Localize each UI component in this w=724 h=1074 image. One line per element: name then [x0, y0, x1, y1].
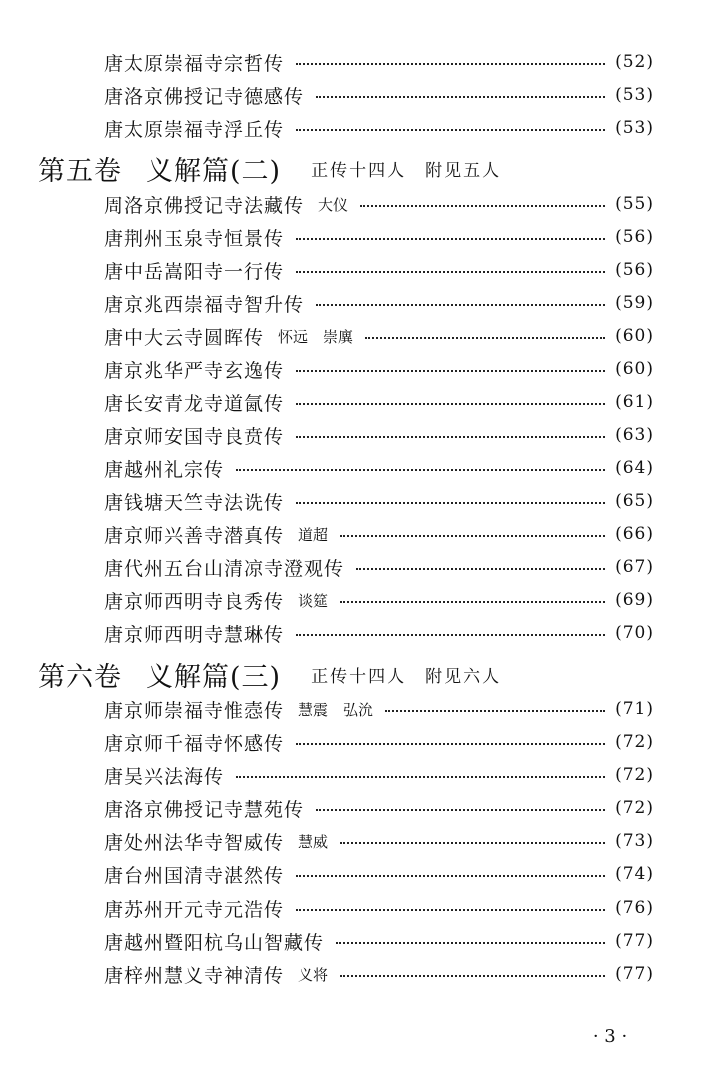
dot-leader [385, 710, 605, 712]
toc-entry[interactable] [104, 926, 654, 956]
dot-leader [296, 238, 605, 240]
entry-title: 周洛京佛授记寺法藏传 [104, 194, 305, 217]
toc-entry[interactable] [104, 255, 654, 285]
toc-entry[interactable] [104, 222, 654, 252]
toc-entry[interactable] [104, 113, 654, 143]
toc-entry[interactable] [104, 793, 654, 823]
entry-title: 唐中岳嵩阳寺一行传 [104, 260, 285, 283]
entry-title: 唐太原崇福寺浮丘传 [104, 118, 285, 141]
entry-page: (69) [615, 590, 654, 610]
dot-leader [365, 337, 605, 339]
dot-leader [296, 129, 605, 131]
entry-page: (60) [615, 359, 654, 379]
dot-leader [236, 469, 605, 471]
entry-page: (74) [615, 864, 654, 884]
entry-title: 唐苏州开元寺元浩传 [104, 898, 285, 921]
entry-page: (53) [615, 85, 654, 105]
toc-entry[interactable] [104, 321, 654, 351]
toc-entry[interactable] [104, 453, 654, 483]
entry-appended: 慧震 弘沇 [298, 700, 374, 719]
entry-page: (53) [615, 118, 654, 138]
dot-leader [296, 271, 605, 273]
toc-entry[interactable] [104, 288, 654, 318]
entry-title: 唐钱塘天竺寺法诜传 [104, 491, 285, 514]
entry-appended: 义将 [298, 965, 329, 984]
entry-title: 唐越州礼宗传 [104, 458, 225, 481]
entry-page: (77) [615, 931, 654, 951]
entry-page: (66) [615, 524, 654, 544]
entry-title: 唐京兆华严寺玄逸传 [104, 359, 285, 382]
entry-appended: 慧威 [298, 832, 329, 851]
entry-page: (56) [615, 260, 654, 280]
entry-page: (77) [615, 964, 654, 984]
dot-leader [360, 205, 605, 207]
dot-leader [356, 568, 605, 570]
entry-page: (71) [615, 699, 654, 719]
dot-leader [296, 436, 605, 438]
part-label: 义解篇(二) [146, 155, 282, 187]
entry-title: 唐洛京佛授记寺德感传 [104, 85, 305, 108]
dot-leader [296, 909, 605, 911]
entry-appended: 大仪 [318, 195, 349, 214]
volume-label: 第六卷 [38, 661, 122, 693]
entry-title: 唐洛京佛授记寺慧苑传 [104, 798, 305, 821]
entry-title: 唐梓州慧义寺神清传 [104, 964, 285, 987]
toc-entry[interactable] [104, 519, 654, 549]
entry-appended: 怀远 崇廙 [278, 327, 354, 346]
part-label: 义解篇(三) [146, 661, 282, 693]
toc-entry[interactable] [104, 859, 654, 889]
dot-leader [340, 842, 605, 844]
entry-appended: 道超 [298, 525, 329, 544]
volume-label: 第五卷 [38, 155, 122, 187]
dot-leader [296, 743, 605, 745]
toc-entry[interactable] [104, 727, 654, 757]
entry-page: (76) [615, 898, 654, 918]
entry-title: 唐京师西明寺慧琳传 [104, 623, 285, 646]
toc-entry[interactable] [104, 585, 654, 615]
toc-entry[interactable] [104, 486, 654, 516]
entry-title: 唐处州法华寺智威传 [104, 831, 285, 854]
entry-title: 唐京兆西崇福寺智升传 [104, 293, 305, 316]
entry-title: 唐京师崇福寺惟悫传 [104, 699, 285, 722]
entry-page: (73) [615, 831, 654, 851]
entry-page: (63) [615, 425, 654, 445]
toc-entry[interactable] [104, 420, 654, 450]
dot-leader [340, 601, 605, 603]
entry-appended: 谈筵 [298, 591, 329, 610]
dot-leader [340, 535, 605, 537]
entry-title: 唐京师兴善寺潜真传 [104, 524, 285, 547]
page-number: · 3 · [592, 1026, 628, 1047]
dot-leader [296, 634, 605, 636]
toc-entry[interactable] [104, 354, 654, 384]
entry-title: 唐京师西明寺良秀传 [104, 590, 285, 613]
dot-leader [316, 304, 605, 306]
dot-leader [296, 403, 605, 405]
toc-entry[interactable] [104, 826, 654, 856]
section-heading-volume-6 [38, 654, 501, 694]
entry-title: 唐越州暨阳杭乌山智藏传 [104, 931, 325, 954]
toc-entry[interactable] [104, 552, 654, 582]
toc-entry[interactable] [104, 893, 654, 923]
entry-title: 唐代州五台山清凉寺澄观传 [104, 557, 345, 580]
dot-leader [336, 942, 605, 944]
entry-page: (65) [615, 491, 654, 511]
dot-leader [296, 875, 605, 877]
dot-leader [296, 502, 605, 504]
dot-leader [296, 370, 605, 372]
toc-entry[interactable] [104, 387, 654, 417]
dot-leader [236, 776, 605, 778]
entry-title: 唐太原崇福寺宗哲传 [104, 52, 285, 75]
entry-page: (60) [615, 326, 654, 346]
entry-title: 唐吴兴法海传 [104, 765, 225, 788]
dot-leader [316, 96, 605, 98]
entry-title: 唐长安青龙寺道氤传 [104, 392, 285, 415]
entry-page: (59) [615, 293, 654, 313]
entry-page: (56) [615, 227, 654, 247]
entry-title: 唐中大云寺圆晖传 [104, 326, 265, 349]
dot-leader [340, 975, 605, 977]
toc-entry[interactable] [104, 959, 654, 989]
entry-title: 唐京师千福寺怀感传 [104, 732, 285, 755]
entry-title: 唐荆州玉泉寺恒景传 [104, 227, 285, 250]
toc-entry[interactable] [104, 694, 654, 724]
toc-entry[interactable] [104, 618, 654, 648]
entry-page: (67) [615, 557, 654, 577]
entry-page: (55) [615, 194, 654, 214]
entry-page: (70) [615, 623, 654, 643]
entry-page: (72) [615, 732, 654, 752]
entry-title: 唐台州国清寺湛然传 [104, 864, 285, 887]
dot-leader [316, 809, 605, 811]
section-heading-volume-5 [38, 148, 501, 188]
biography-count: 正传十四人 附见六人 [311, 666, 502, 687]
toc-entry[interactable] [104, 760, 654, 790]
toc-entry[interactable] [104, 80, 654, 110]
entry-page: (72) [615, 798, 654, 818]
biography-count: 正传十四人 附见五人 [311, 160, 502, 181]
entry-page: (61) [615, 392, 654, 412]
entry-title: 唐京师安国寺良贲传 [104, 425, 285, 448]
toc-entry[interactable] [104, 47, 654, 77]
dot-leader [296, 63, 605, 65]
entry-page: (64) [615, 458, 654, 478]
entry-page: (52) [615, 52, 654, 72]
entry-page: (72) [615, 765, 654, 785]
toc-entry[interactable] [104, 189, 654, 219]
